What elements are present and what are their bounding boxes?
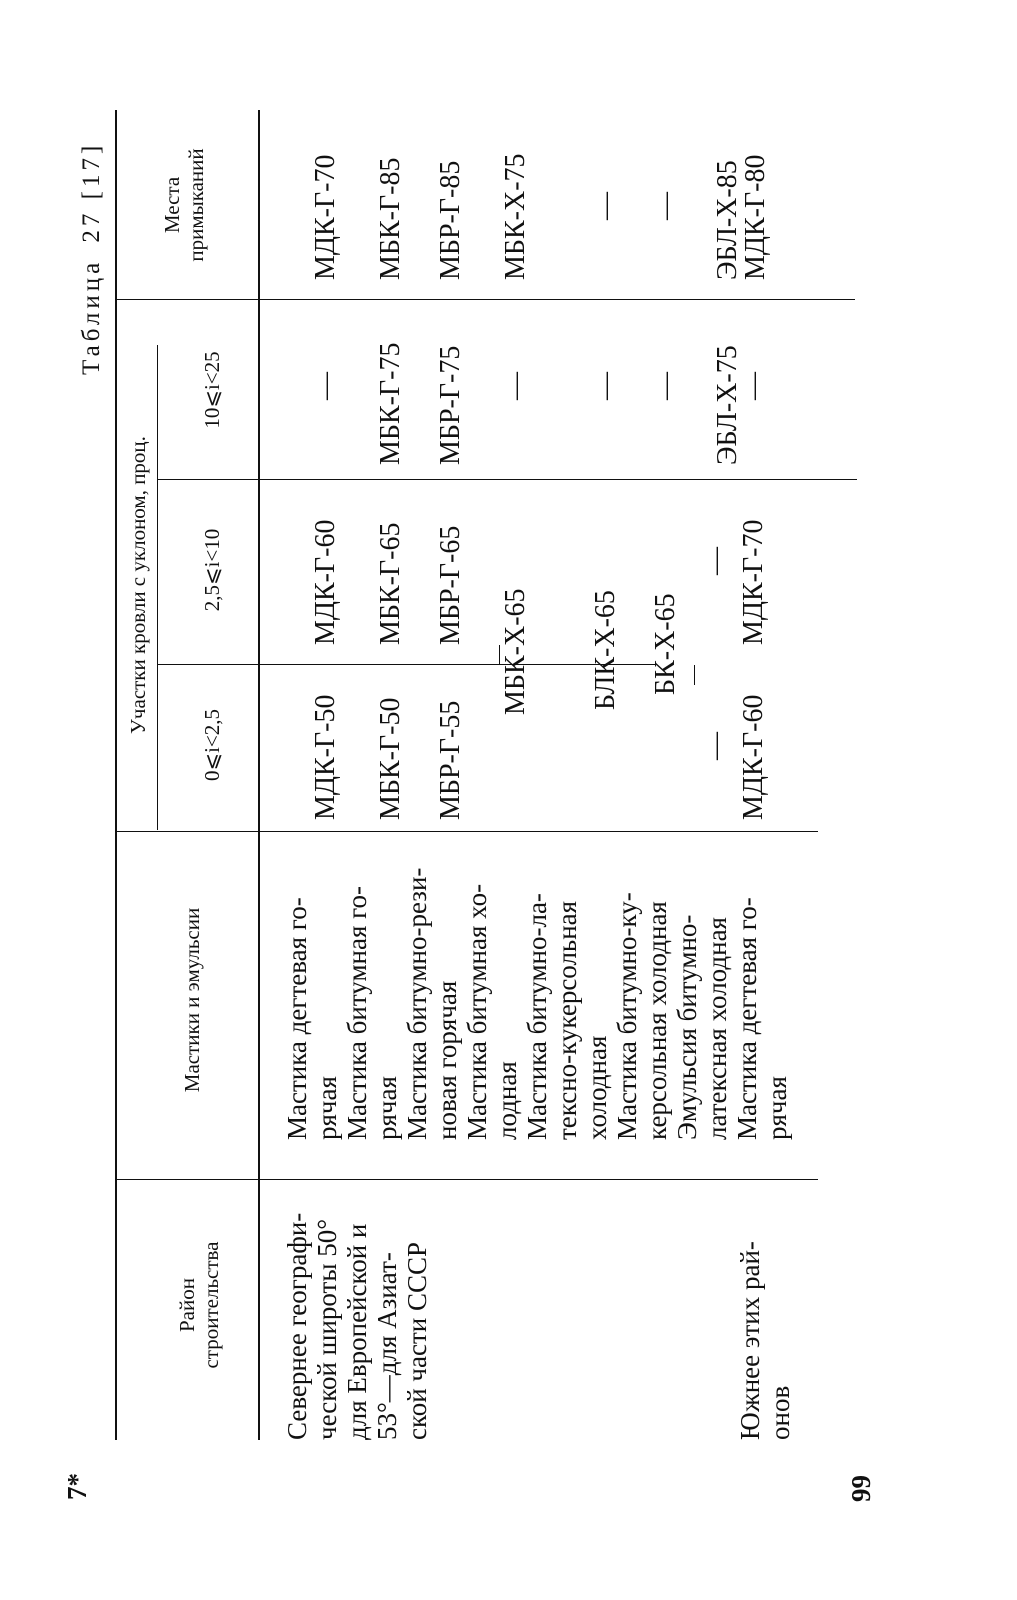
region-south: Южнее этих рай- онов	[735, 1241, 795, 1440]
r5-slope12: БЛК-Х-65	[590, 590, 621, 710]
r7-slope2: —	[700, 547, 731, 575]
r2-slope2: МБК-Г-65	[375, 522, 406, 645]
header-junctions: Места примыканий	[160, 148, 208, 262]
header-region: Район строительства	[175, 1241, 223, 1369]
r8-slope3: —	[738, 372, 769, 400]
r1-slope2: МДК-Г-60	[310, 519, 341, 645]
caption-label: Таблица	[78, 258, 105, 375]
r3-junction: МБР-Г-85	[435, 160, 466, 280]
col-divider-slope2	[157, 479, 857, 480]
merged-cell-bottom-rule	[694, 665, 695, 685]
r3-slope2: МБР-Г-65	[435, 525, 466, 645]
table-caption	[78, 142, 106, 375]
header-slope-1: 0⩽i<2,5	[200, 708, 224, 782]
r6-junction: —	[650, 192, 681, 220]
r4-slope3: —	[500, 372, 531, 400]
r3-slope1: МБР-Г-55	[435, 700, 466, 820]
slopes-group-rule	[157, 345, 158, 830]
region-north: Севернее географи- ческой широты 50° для Европейской и 53°—для Азиат- ской части СССР	[282, 1212, 432, 1440]
header-mastics: Мастики и эмульсии	[180, 907, 204, 1093]
col-divider-slope1	[157, 664, 657, 665]
r5-slope3: —	[590, 372, 621, 400]
r7-slope1: —	[700, 732, 731, 760]
col-divider-region	[115, 1179, 818, 1180]
caption-number: 27	[78, 209, 105, 243]
r4-junction: МБК-Х-75	[500, 153, 531, 280]
header-slope-3: 10⩽i<25	[200, 351, 224, 429]
r8-junction: МДК-Г-80	[740, 154, 771, 280]
r8-slope2: МДК-Г-70	[738, 519, 769, 645]
r1-slope3: —	[310, 372, 341, 400]
r2-junction: МБК-Г-85	[375, 157, 406, 280]
header-bottom-rule	[258, 110, 260, 1440]
page-number: 99	[846, 1475, 876, 1502]
header-slope-2: 2,5⩽i<10	[200, 528, 224, 612]
r2-slope1: МБК-Г-50	[375, 697, 406, 820]
col-divider-mastics	[115, 831, 818, 832]
header-slopes-group: Участки кровли с уклоном, проц.	[126, 436, 150, 734]
r7-slope3: ЭБЛ-Х-75	[712, 345, 743, 465]
r6-slope12: БК-Х-65	[650, 593, 681, 695]
signature-mark: 7*	[62, 1473, 92, 1500]
r4-slope12: МБК-Х-65	[500, 588, 531, 715]
r3-slope3: МБР-Г-75	[435, 345, 466, 465]
col-divider-junction	[115, 299, 855, 300]
caption-ref: [17]	[78, 141, 105, 200]
table-top-rule	[115, 110, 117, 1440]
r5-junction: —	[590, 192, 621, 220]
r1-junction: МДК-Г-70	[310, 154, 341, 280]
r6-slope3: —	[650, 372, 681, 400]
mastics-list: Мастика дегтевая го- рячая Мастика битумная го- рячая Мастика битумно-рези- новая горячая Мастика битумная хо- лодная Мастика битумно-ла- тексно-кукерсольная холодная Мастика битумно-ку- керсольная холодная Эмульсия битумно- латексная холодная Мастика дегтевая го- рячая	[282, 867, 792, 1140]
r2-slope3: МБК-Г-75	[375, 342, 406, 465]
r8-slope1: МДК-Г-60	[738, 694, 769, 820]
r7-junction: ЭБЛ-Х-85	[712, 160, 743, 280]
r1-slope1: МДК-Г-50	[310, 694, 341, 820]
